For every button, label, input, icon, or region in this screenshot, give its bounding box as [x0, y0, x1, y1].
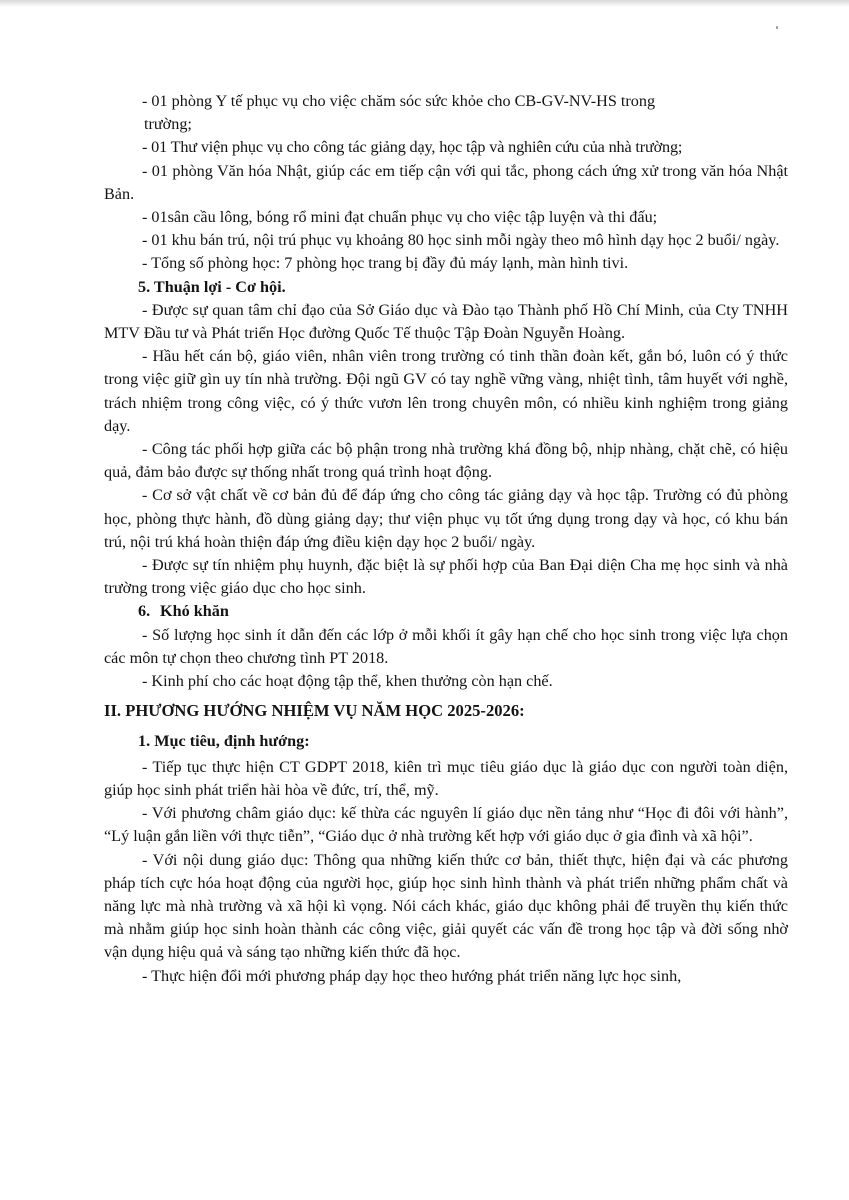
section5-paragraph: - Được sự quan tâm chỉ đạo của Sở Giáo dục và Đào tạo Thành phố Hồ Chí Minh, của Cty TNHH MTV Đầu tư và Phát triển Học đường Quốc Tế thuộc Tập Đoàn Nguyễn Hoàng. [104, 300, 788, 343]
section5-paragraph: - Được sự tín nhiệm phụ huynh, đặc biệt là sự phối hợp của Ban Đại diện Cha mẹ học sinh và nhà trường trong việc giáo dục cho học sinh. [104, 556, 788, 598]
part2-paragraph: - Thực hiện đổi mới phương pháp dạy học theo hướng phát triển năng lực học sinh, [142, 966, 682, 985]
part2-paragraph: - Với phương châm giáo dục: kế thừa các nguyên lí giáo dục nền tảng như “Học đi đôi với hành”, “Lý luận gắn liền với thực tiễn”, “Giáo dục ở nhà trường kết hợp với giáo dục ở gia đình và xã hội”. [104, 804, 788, 846]
paragraph-library: - 01 Thư viện phục vụ cho công tác giảng dạy, học tập và nghiên cứu của nhà trường; [142, 138, 683, 157]
document-page [104, 90, 788, 988]
heading-section-6 [138, 600, 788, 623]
heading-goals: 1. Mục tiêu, định hướng: [138, 732, 310, 751]
section6-paragraph: - Số lượng học sinh ít dẫn đến các lớp ở mỗi khối ít gây hạn chế cho học sinh trong việc lựa chọn các môn tự chọn theo chương tình PT 2018. [104, 625, 788, 667]
paragraph-boarding: - 01 khu bán trú, nội trú phục vụ khoảng 80 học sinh mỗi ngày theo mô hình dạy học 2 buổi/ ngày. [142, 231, 780, 250]
paragraph-sport-court: - 01sân cầu lông, bóng rổ mini đạt chuẩn phục vụ cho việc tập luyện và thi đấu; [142, 208, 658, 227]
paragraph-medical-room-cont: trường; [144, 115, 192, 134]
paragraph-japan-room: - 01 phòng Văn hóa Nhật, giúp các em tiếp cận với qui tắc, phong cách ứng xử trong văn hóa Nhật Bản. [104, 161, 788, 203]
scan-top-edge [0, 0, 849, 7]
section6-paragraph: - Kinh phí cho các hoạt động tập thể, khen thưởng còn hạn chế. [142, 672, 553, 691]
paragraph-classrooms: - Tổng số phòng học: 7 phòng học trang bị đầy đủ máy lạnh, màn hình tivi. [142, 254, 629, 273]
scan-speck [776, 26, 778, 29]
paragraph-medical-room: - 01 phòng Y tế phục vụ cho việc chăm sóc sức khỏe cho CB-GV-NV-HS trong [142, 92, 656, 110]
part2-paragraph: - Tiếp tục thực hiện CT GDPT 2018, kiên trì mục tiêu giáo dục là giáo dục con người toàn diện, giúp học sinh phát triển hài hòa về đức, trí, thể, mỹ. [104, 757, 788, 799]
heading-part-2: II. PHƯƠNG HƯỚNG NHIỆM VỤ NĂM HỌC 2025-2026: [104, 701, 525, 721]
part2-paragraph: - Với nội dung giáo dục: Thông qua những kiến thức cơ bản, thiết thực, hiện đại và các phương pháp tích cực hóa hoạt động của người học, giúp học sinh hình thành và phát triển những phẩm chất và năng lực mà nhà trường và xã hội kì vọng. Nói cách khác, giáo dục không phải để truyền thụ kiến thức mà nhằm giúp học sinh hoàn thành các công việc, giải quyết các vấn đề trong học tập và đời sống nhờ vận dụng hiệu quả và sáng tạo những kiến thức đã học. [104, 850, 788, 962]
heading-section-5: 5. Thuận lợi - Cơ hội. [138, 277, 286, 296]
section-6-number: 6. [138, 602, 151, 621]
section5-paragraph: - Hầu hết cán bộ, giáo viên, nhân viên trong trường có tinh thần đoàn kết, gắn bó, luôn có ý thức trong việc giữ gìn uy tín nhà trường. Đội ngũ GV có tay nghề vững vàng, nhiệt tình, tâm huyết với nghề, trách nhiệm trong công việc, có ý thức vươn lên trong chuyên môn, có nhiều kinh nghiệm trong giảng dạy. [104, 347, 788, 435]
section5-paragraph: - Cơ sở vật chất về cơ bản đủ để đáp ứng cho công tác giảng dạy và học tập. Trường có đủ phòng học, phòng thực hành, đồ dùng giảng dạy; thư viện phục vụ tốt ứng dụng trong dạy và học, có khu bán trú, nội trú khá hoàn thiện đáp ứng điều kiện dạy học 2 buổi/ ngày. [104, 486, 788, 551]
section-6-title: Khó khăn [160, 602, 229, 621]
section5-paragraph: - Công tác phối hợp giữa các bộ phận trong nhà trường khá đồng bộ, nhịp nhàng, chặt chẽ, có hiệu quả, đảm bảo được sự thống nhất trong quá trình hoạt động. [104, 440, 788, 482]
